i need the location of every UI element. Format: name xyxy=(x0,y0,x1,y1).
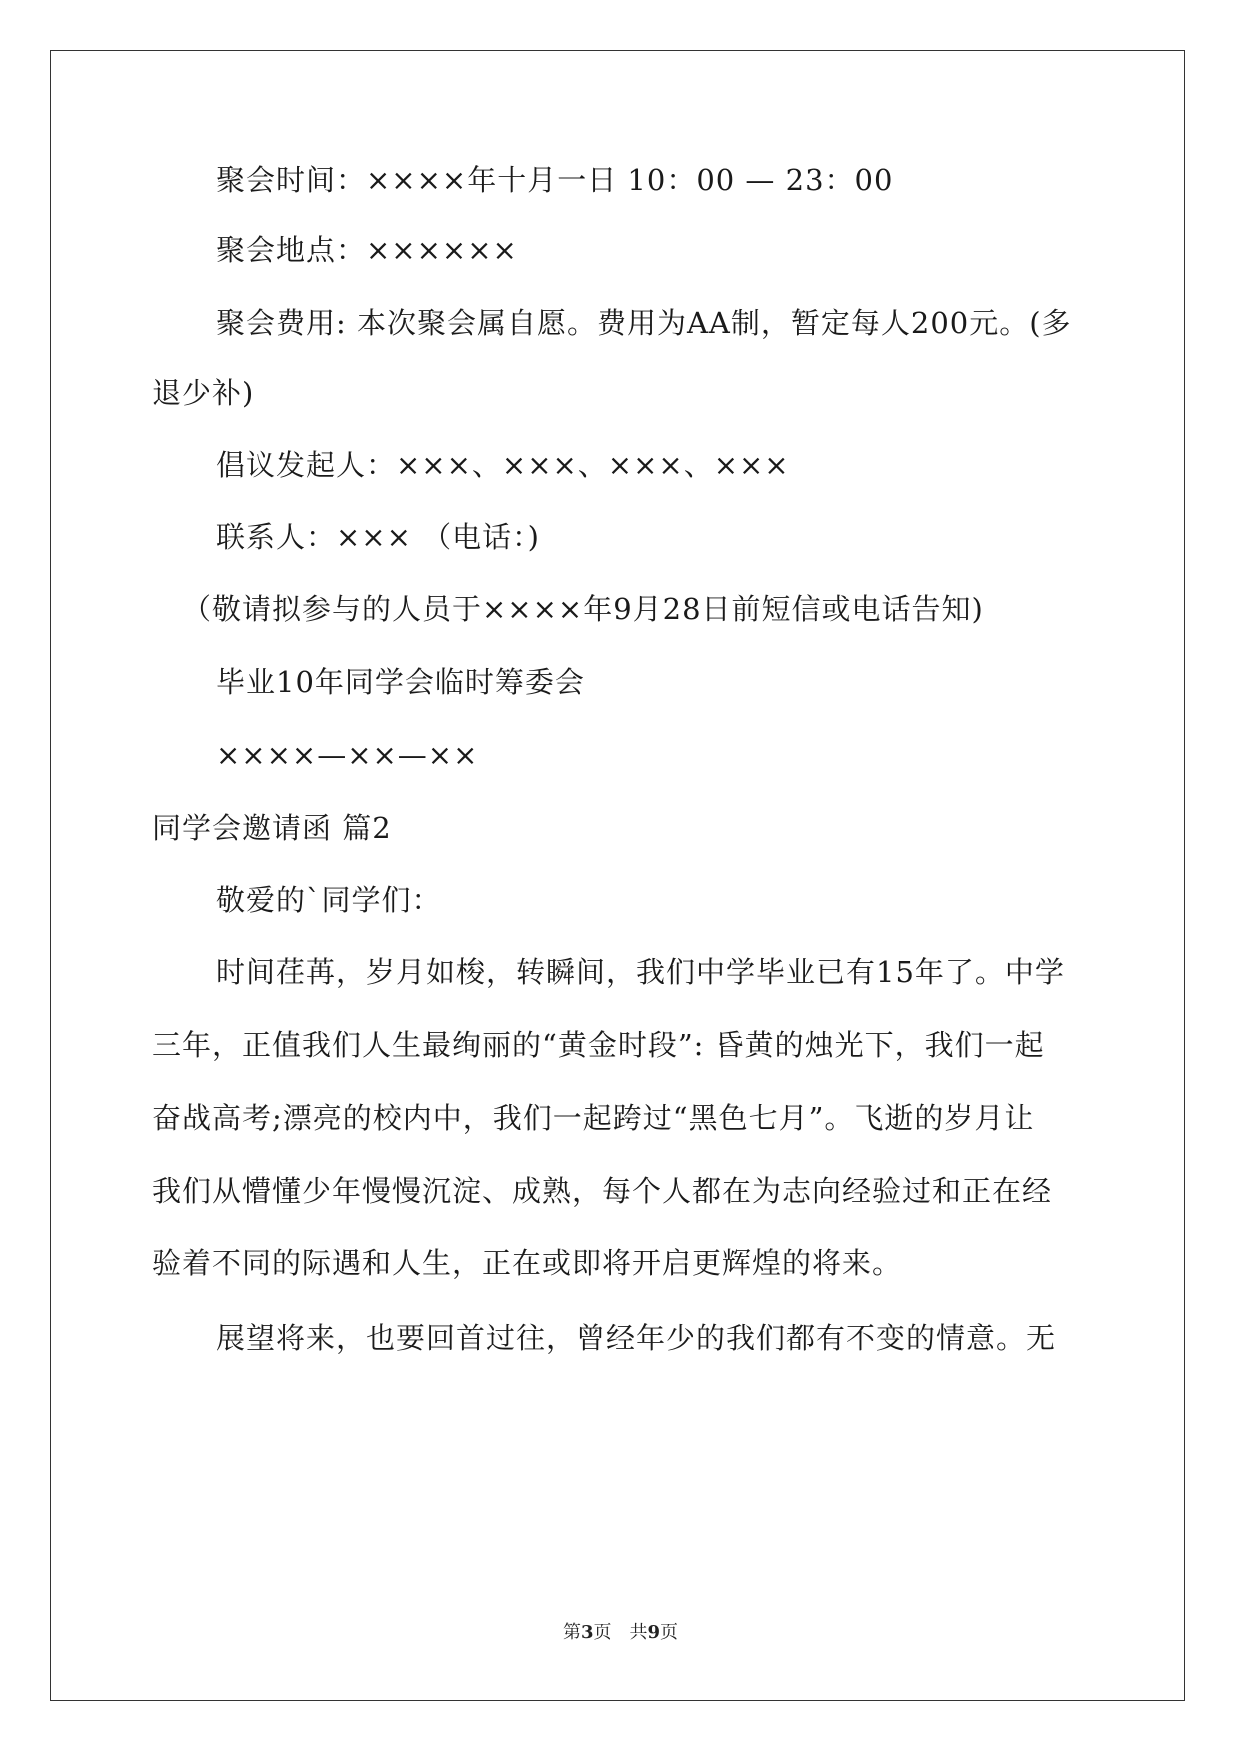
section-heading: 同学会邀请函 篇2 xyxy=(152,811,392,845)
paragraph-1-line-2: 三年，正值我们人生最绚丽的“黄金时段”: 昏黄的烛光下，我们一起 xyxy=(152,1028,1045,1062)
contact-line: 联系人：××× （电话：) xyxy=(216,520,540,554)
paragraph-1-line-1: 时间荏苒，岁月如梭，转瞬间，我们中学毕业已有15年了。中学 xyxy=(216,955,1065,989)
meeting-time-line: 聚会时间：××××年十月一日 10：00 — 23：00 xyxy=(216,163,894,197)
committee-line: 毕业10年同学会临时筹委会 xyxy=(216,665,585,699)
date-signature-line: ××××—××—×× xyxy=(216,738,479,772)
initiators-line: 倡议发起人：×××、×××、×××、××× xyxy=(216,448,790,482)
footer-prefix: 第 xyxy=(562,1622,581,1643)
meeting-fee-line-cont: 退少补) xyxy=(152,376,255,410)
meeting-place-line: 聚会地点：×××××× xyxy=(216,233,518,267)
salutation-line: 敬爱的`同学们： xyxy=(216,883,442,917)
footer-middle: 页 共 xyxy=(593,1622,648,1643)
page-border xyxy=(50,50,1185,1701)
paragraph-1-line-4: 我们从懵懂少年慢慢沉淀、成熟，每个人都在为志向经验过和正在经 xyxy=(152,1174,1053,1208)
footer-suffix: 页 xyxy=(660,1622,679,1643)
page-footer xyxy=(0,1618,1241,1644)
footer-current-page: 3 xyxy=(580,1622,594,1643)
footer-total-pages: 9 xyxy=(647,1622,661,1643)
meeting-fee-line: 聚会费用: 本次聚会属自愿。费用为AA制，暂定每人200元。(多 xyxy=(216,306,1072,340)
paragraph-1-line-5: 验着不同的际遇和人生，正在或即将开启更辉煌的将来。 xyxy=(152,1246,903,1280)
paragraph-1-line-3: 奋战高考;漂亮的校内中，我们一起跨过“黑色七月”。飞逝的岁月让 xyxy=(152,1101,1035,1135)
paragraph-2-line-1: 展望将来，也要回首过往，曾经年少的我们都有不变的情意。无 xyxy=(216,1321,1057,1355)
rsvp-notice-line: （敬请拟参与的人员于××××年9月28日前短信或电话告知) xyxy=(182,592,984,626)
